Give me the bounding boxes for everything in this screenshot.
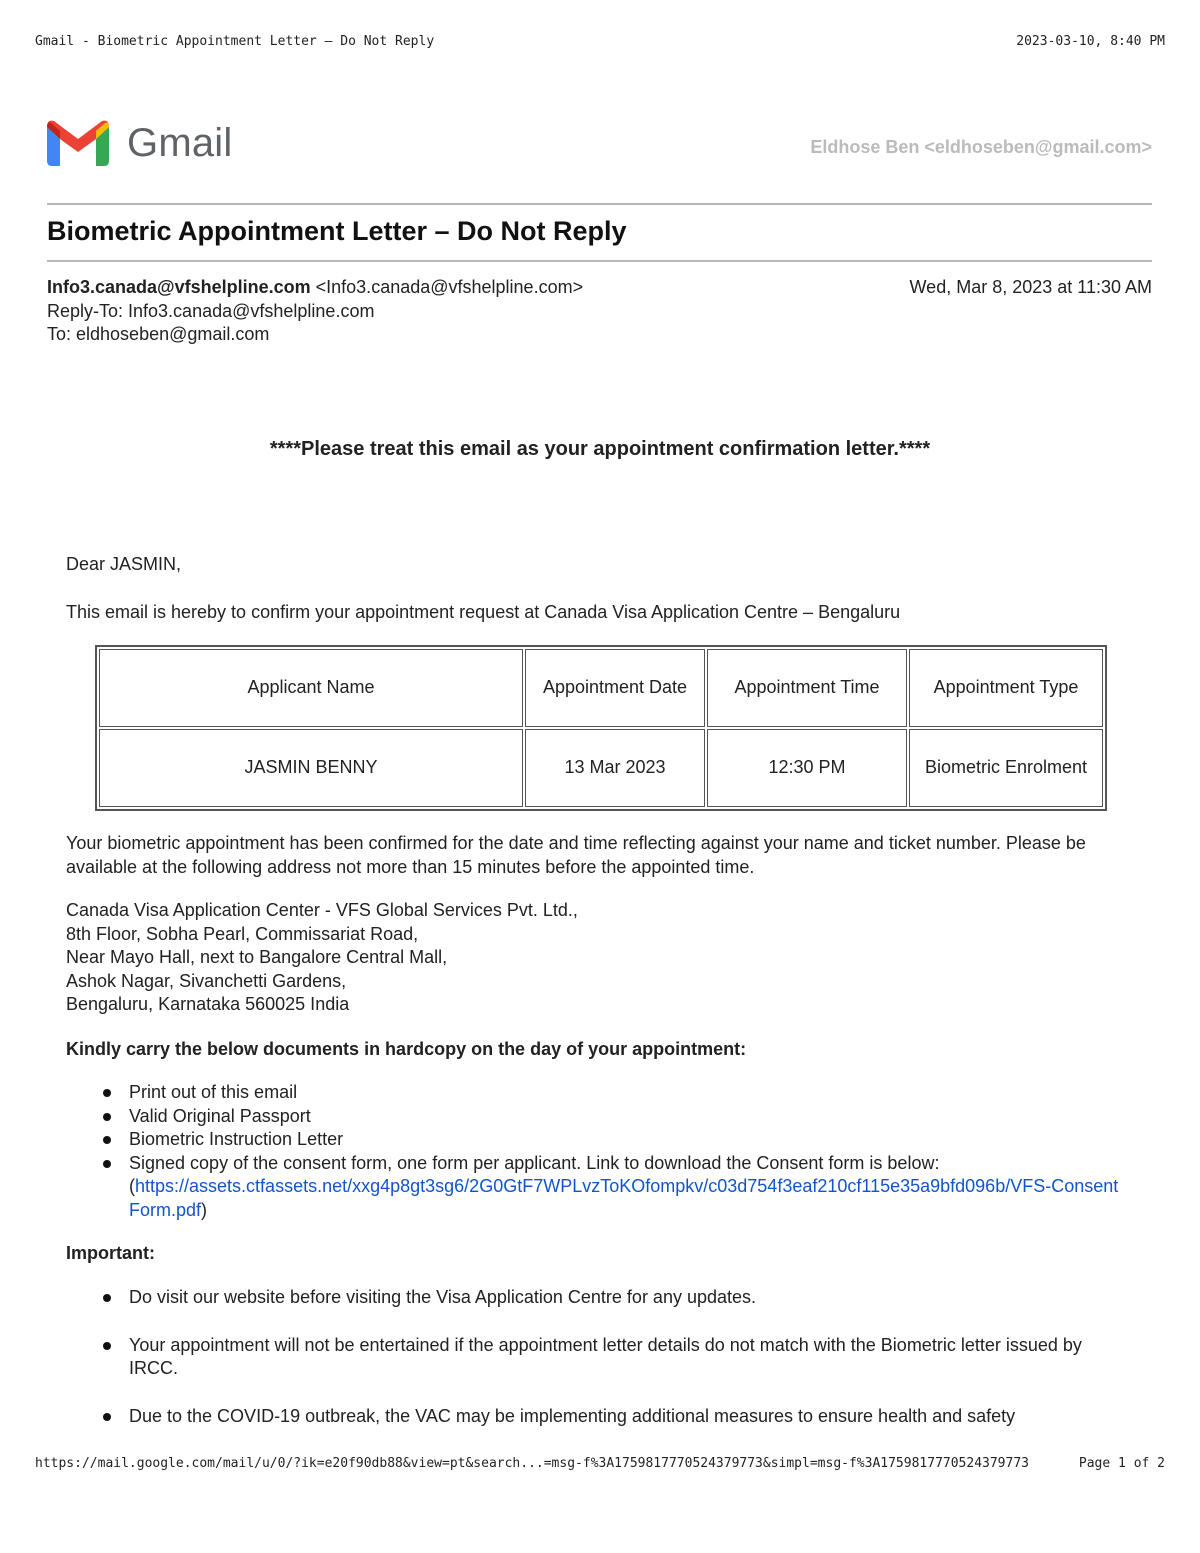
divider	[47, 260, 1152, 262]
gmail-logo[interactable]	[47, 119, 232, 167]
documents-section	[66, 1081, 1120, 1222]
account-label: Eldhose Ben <eldhoseben@gmail.com>	[810, 137, 1152, 157]
confirmation-text: Your biometric appointment has been confirmed for the date and time reflecting against your name and ticket number. Please be available at the following address not more than 15 minutes before the appointed time.	[66, 833, 1086, 877]
appointment-time: 12:30 PM	[707, 729, 907, 807]
list-item: Signed copy of the consent form, one form per applicant. Link to download the Consent form is below: (https://assets.ctfassets.net/xxg4p8gt3sg6/2G0GtF7WPLvzToKOfompkv/c03d754f3eaf210cf115e35a9bfd096b/VFS-ConsentForm.pdf)	[66, 1152, 1120, 1223]
bullet-icon	[103, 1136, 111, 1144]
intro-text: This email is hereby to confirm your appointment request at Canada Visa Application Centre – Bengaluru	[66, 602, 901, 622]
applicant-name: JASMIN BENNY	[99, 729, 523, 807]
gmail-header	[47, 115, 1152, 175]
bullet-icon	[103, 1160, 111, 1168]
confirmation-banner: ****Please treat this email as your appointment confirmation letter.****	[269, 438, 931, 460]
list-item: Valid Original Passport	[66, 1105, 1120, 1129]
documents-list	[66, 1081, 1120, 1222]
print-url: https://mail.google.com/mail/u/0/?ik=e20f90db88&view=pt&search...=msg-f%3A1759817770524379773&simpl=msg-f%3A1759817770524379773	[35, 1456, 1029, 1471]
address-line: Canada Visa Application Center - VFS Global Services Pvt. Ltd.,	[66, 900, 578, 920]
page-number: Page 1 of 2	[1078, 1456, 1165, 1471]
list-item: Do visit our website before visiting the Visa Application Centre for any updates.	[66, 1286, 1120, 1310]
print-timestamp: 2023-03-10, 8:40 PM	[1016, 34, 1165, 49]
bullet-icon	[103, 1089, 111, 1097]
important-heading: Important:	[66, 1243, 155, 1263]
table-row	[99, 729, 1103, 807]
table-header: Applicant Name	[99, 649, 523, 727]
bullet-icon	[103, 1294, 111, 1302]
table-header: Appointment Date	[525, 649, 705, 727]
address-line: Near Mayo Hall, next to Bangalore Central Mall,	[66, 947, 448, 967]
consent-form-link[interactable]: https://assets.ctfassets.net/xxg4p8gt3sg6/2G0GtF7WPLvzToKOfompkv/c03d754f3eaf210cf115e35a9bfd096b/VFS-ConsentForm.pdf	[129, 1176, 1119, 1220]
print-title: Gmail - Biometric Appointment Letter – Do Not Reply	[35, 34, 435, 49]
bullet-icon	[103, 1342, 111, 1350]
reply-to: Reply-To: Info3.canada@vfshelpline.com	[47, 300, 375, 321]
list-item: Print out of this email	[66, 1081, 1120, 1105]
address-line: 8th Floor, Sobha Pearl, Commissariat Road,	[66, 923, 419, 944]
appointment-type: Biometric Enrolment	[909, 729, 1103, 807]
email-subject: Biometric Appointment Letter – Do Not Reply	[47, 216, 627, 246]
bullet-icon	[103, 1113, 111, 1121]
address-line: Ashok Nagar, Sivanchetti Gardens,	[66, 970, 347, 991]
appointment-table	[95, 645, 1107, 811]
email-meta	[47, 276, 1152, 347]
address-line: Bengaluru, Karnataka 560025 India	[66, 994, 350, 1014]
sender-address: <Info3.canada@vfshelpline.com>	[315, 277, 584, 297]
table-header-row	[99, 649, 1103, 727]
print-footer	[35, 1456, 1165, 1471]
important-list	[66, 1286, 1120, 1428]
bullet-icon	[103, 1413, 111, 1421]
sender-name: Info3.canada@vfshelpline.com	[47, 277, 311, 297]
table-header: Appointment Time	[707, 649, 907, 727]
list-item: Biometric Instruction Letter	[66, 1128, 1120, 1152]
documents-heading: Kindly carry the below documents in hardcopy on the day of your appointment:	[66, 1039, 747, 1059]
list-item: Due to the COVID-19 outbreak, the VAC may be implementing additional measures to ensure health and safety	[66, 1405, 1120, 1429]
list-item: Your appointment will not be entertained if the appointment letter details do not match with the Biometric letter issued by IRCC.	[66, 1334, 1120, 1381]
gmail-wordmark: Gmail	[127, 120, 233, 165]
vac-address	[66, 899, 1120, 1017]
divider	[47, 203, 1152, 205]
recipient: To: eldhoseben@gmail.com	[47, 324, 270, 344]
important-section	[66, 1286, 1120, 1452]
appointment-date: 13 Mar 2023	[525, 729, 705, 807]
email-date: Wed, Mar 8, 2023 at 11:30 AM	[909, 277, 1152, 297]
table-header: Appointment Type	[909, 649, 1103, 727]
print-header	[35, 34, 1165, 49]
greeting: Dear JASMIN,	[66, 554, 182, 574]
gmail-m-icon	[47, 119, 109, 167]
sender	[47, 276, 583, 300]
